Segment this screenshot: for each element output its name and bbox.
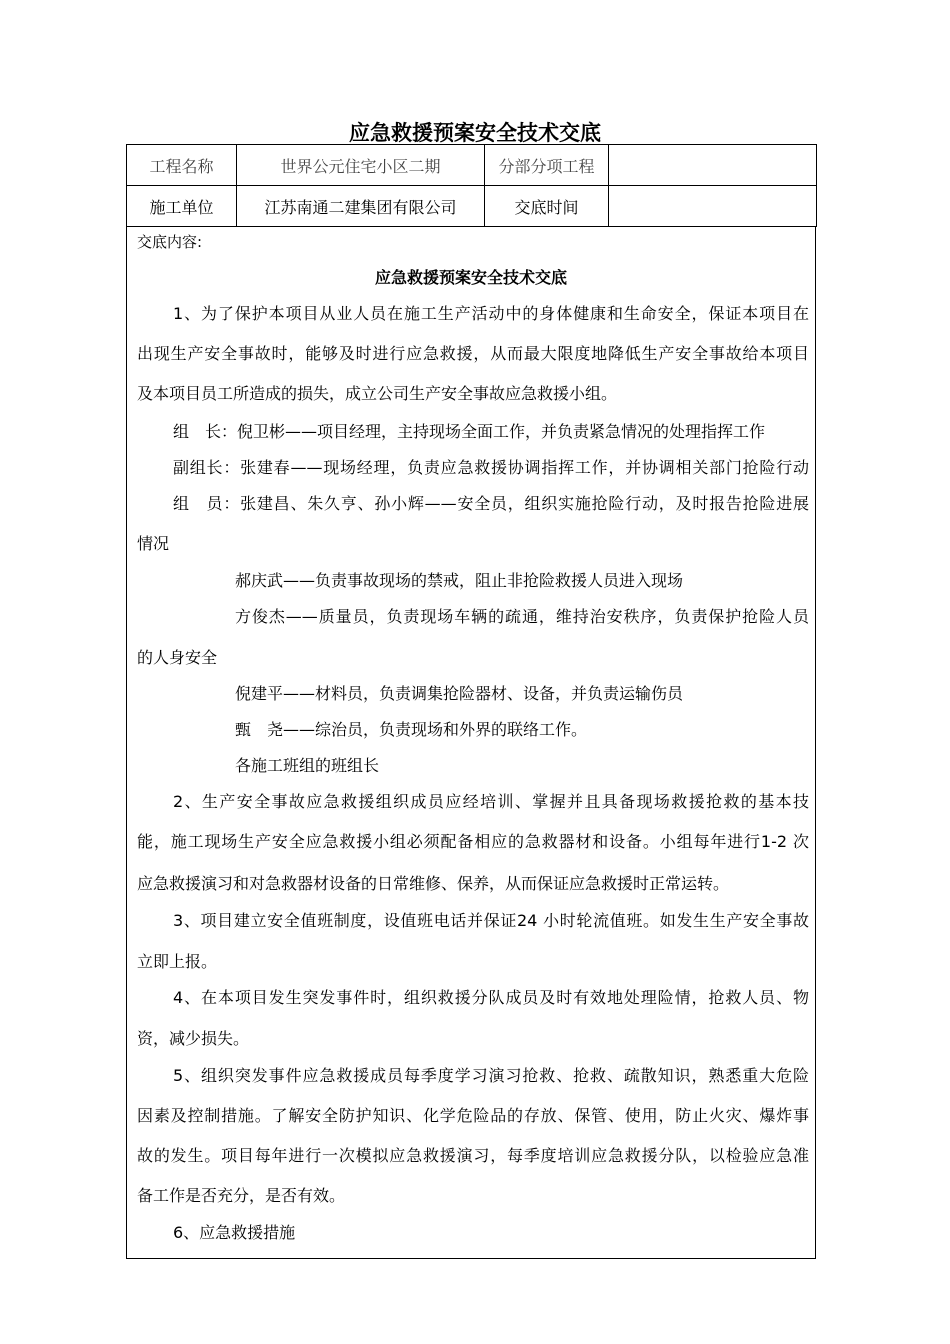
paragraph-line: 及本项目员工所造成的损失，成立公司生产安全事故应急救援小组。 <box>137 384 618 403</box>
document-title: 应急救援预案安全技术交底 <box>349 121 601 145</box>
paragraph-line: 出现生产安全事故时，能够及时进行应急救援，从而最大限度地降低生产安全事故给本项目 <box>137 344 809 363</box>
subproject-value <box>609 145 817 186</box>
team-member-line: 方俊杰——质量员，负责现场车辆的疏通，维持治安秩序，负责保护抢险人员 <box>235 607 809 626</box>
handover-time-value <box>609 186 817 227</box>
paragraph-line: 备工作是否充分，是否有效。 <box>137 1186 346 1205</box>
team-member-line: 各施工班组的班组长 <box>235 756 380 775</box>
handover-time-label: 交底时间 <box>485 186 609 227</box>
team-leader-line: 组 长：倪卫彬——项目经理，主持现场全面工作，并负责紧急情况的处理指挥工作 <box>173 422 766 441</box>
deputy-leader-line: 副组长：张建春——现场经理，负责应急救援协调指挥工作，并协调相关部门抢险行动 <box>173 458 809 477</box>
header-row-unit <box>127 186 817 227</box>
paragraph-line: 情况 <box>137 534 170 553</box>
paragraph-line: 1、为了保护本项目从业人员在施工生产活动中的身体健康和生命安全，保证本项目在 <box>173 304 809 323</box>
section-heading: 6、应急救援措施 <box>173 1223 296 1242</box>
team-member-line: 郝庆武——负责事故现场的禁戒，阻止非抢险救援人员进入现场 <box>235 571 684 590</box>
project-name-value: 世界公元住宅小区二期 <box>237 145 485 186</box>
header-row-project <box>127 145 817 186</box>
paragraph-line: 能，施工现场生产安全应急救援小组必须配备相应的急救器材和设备。小组每年进行1-2 次 <box>137 832 809 851</box>
paragraph-line: 因素及控制措施。了解安全防护知识、化学危险品的存放、保管、使用，防止火灾、爆炸事 <box>137 1106 809 1125</box>
paragraph-line: 立即上报。 <box>137 952 218 971</box>
paragraph-line: 2、生产安全事故应急救援组织成员应经培训、掌握并且具备现场救援抢救的基本技 <box>173 792 809 811</box>
handover-content-box <box>126 226 816 1259</box>
paragraph-line: 3、项目建立安全值班制度，设值班电话并保证24 小时轮流值班。如发生生产安全事故 <box>173 911 809 930</box>
paragraph-line: 资，减少损失。 <box>137 1029 250 1048</box>
content-label: 交底内容: <box>137 233 203 251</box>
paragraph-line: 5、组织突发事件应急救援成员每季度学习演习抢救、抢救、疏散知识，熟悉重大危险 <box>173 1066 809 1085</box>
content-subtitle: 应急救援预案安全技术交底 <box>374 268 567 287</box>
construction-unit-label: 施工单位 <box>127 186 237 227</box>
team-member-line: 倪建平——材料员，负责调集抢险器材、设备，并负责运输伤员 <box>235 684 684 703</box>
team-member-line: 甄 尧——综治员，负责现场和外界的联络工作。 <box>235 720 588 739</box>
paragraph-line: 4、在本项目发生突发事件时，组织救援分队成员及时有效地处理险情，抢救人员、物 <box>173 988 809 1007</box>
paragraph-line: 的人身安全 <box>137 648 218 667</box>
construction-unit-value: 江苏南通二建集团有限公司 <box>237 186 485 227</box>
project-name-label: 工程名称 <box>127 145 237 186</box>
paragraph-line: 应急救援演习和对急救器材设备的日常维修、保养，从而保证应急救援时正常运转。 <box>137 874 730 893</box>
team-member-line: 组 员：张建昌、朱久亨、孙小辉——安全员，组织实施抢险行动，及时报告抢险进展 <box>173 494 809 513</box>
paragraph-line: 故的发生。项目每年进行一次模拟应急救援演习，每季度培训应急救援分队，以检验应急准 <box>137 1146 809 1165</box>
subproject-label: 分部分项工程 <box>485 145 609 186</box>
header-table <box>126 144 817 227</box>
